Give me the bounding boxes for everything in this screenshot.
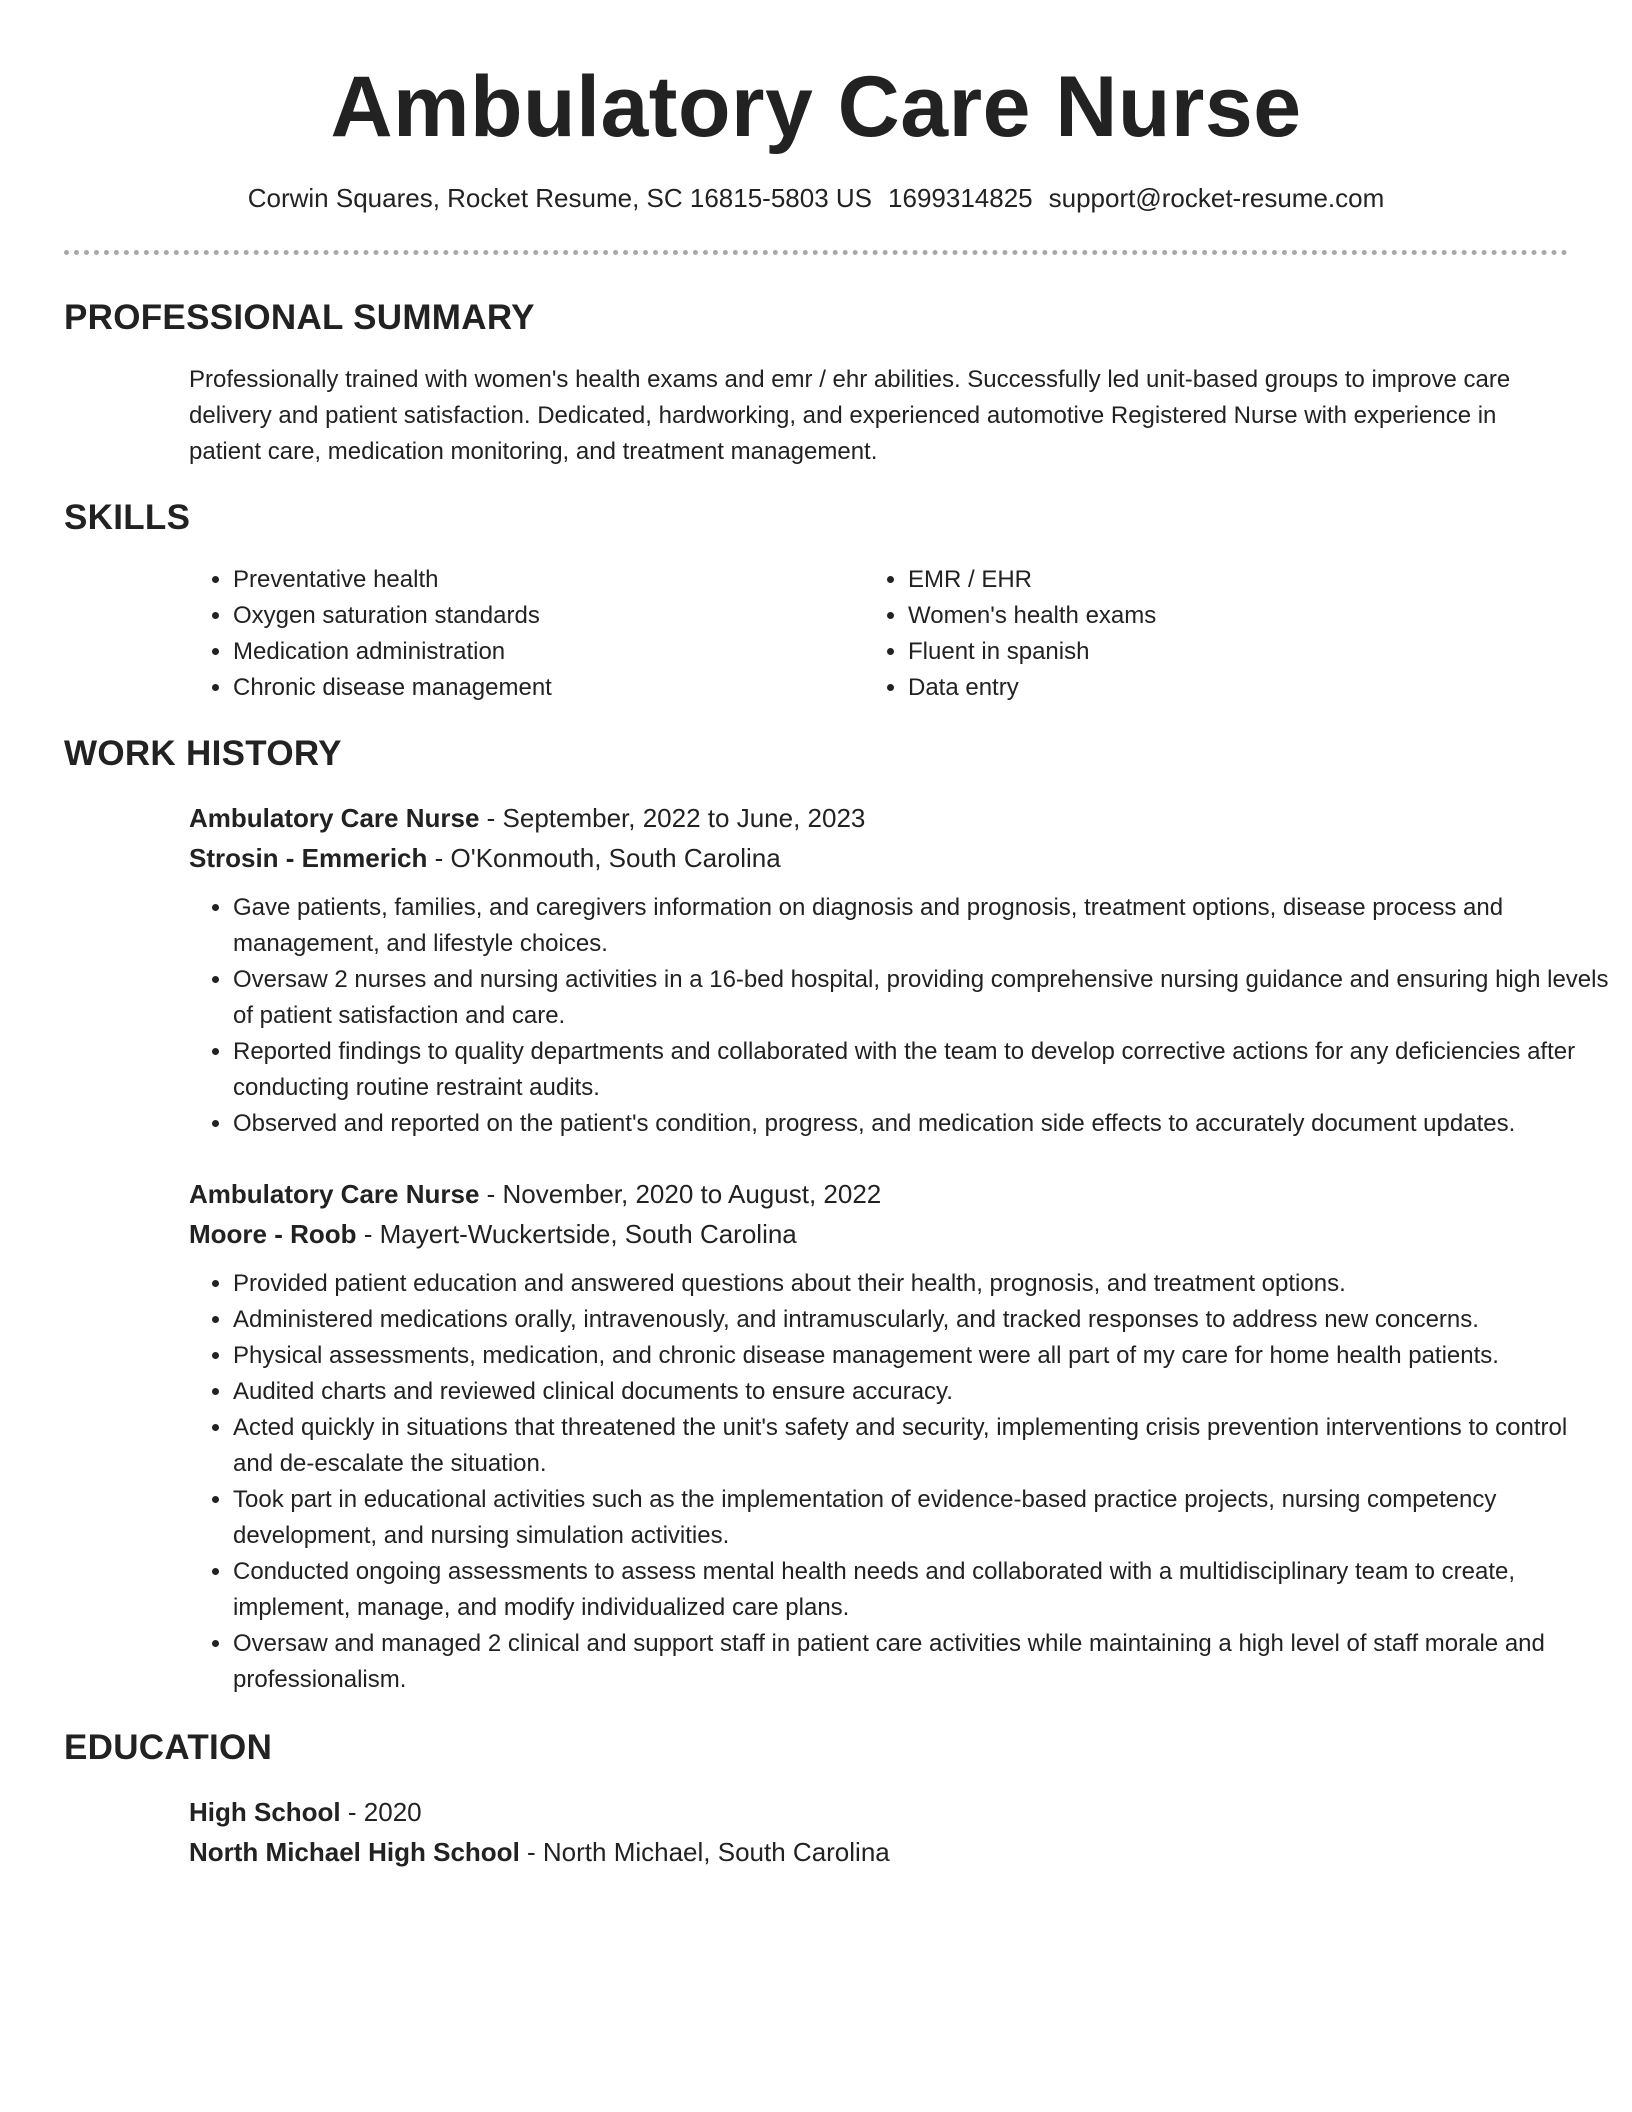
job-bullet: • Audited charts and reviewed clinical documents to ensure accuracy.	[233, 1374, 1613, 1410]
job-company: Strosin - Emmerich	[189, 843, 428, 873]
skill-item: • Data entry	[908, 670, 1548, 706]
candidate-name: Ambulatory Care Nurse	[330, 59, 1302, 155]
skill-item: • Oxygen saturation standards	[233, 598, 873, 634]
job-bullet: • Provided patient education and answered questions about their health, prognosis, and treatment options.	[233, 1266, 1613, 1302]
job-bullet: • Conducted ongoing assessments to assess mental health needs and collaborated with a multidisciplinary team to create, implement, manage, and modify individualized care plans.	[233, 1554, 1613, 1626]
skills-heading: SKILLS	[64, 498, 191, 537]
job-bullet: • Oversaw and managed 2 clinical and support staff in patient care activities while maintaining a high level of staff morale and professionalism.	[233, 1626, 1613, 1698]
summary-text: Professionally trained with women's health exams and emr / ehr abilities. Successfully led unit-based groups to improve care delivery and patient satisfaction. Dedicated, hardworking, and experienced automotive Registered Nurse with experience in patient care, medication monitoring, and treatment management.	[189, 366, 1511, 465]
job-bullet: • Observed and reported on the patient's condition, progress, and medication side effects to accurately document updates.	[233, 1106, 1613, 1142]
contact-address: Corwin Squares, Rocket Resume, SC 16815-5803 US	[247, 183, 873, 213]
work-heading: WORK HISTORY	[64, 734, 342, 773]
summary-heading: PROFESSIONAL SUMMARY	[64, 298, 535, 337]
education-degree: High School	[189, 1797, 341, 1827]
job-bullet: • Reported findings to quality departments and collaborated with the team to develop corrective actions for any deficiencies after conducting routine restraint audits.	[233, 1034, 1613, 1106]
job-bullet: • Oversaw 2 nurses and nursing activities in a 16-bed hospital, providing comprehensive nursing guidance and ensuring high levels of patient satisfaction and care.	[233, 962, 1613, 1034]
job-2-company-line	[189, 1214, 1569, 1254]
job-bullet: • Gave patients, families, and caregivers information on diagnosis and prognosis, treatment options, disease process and management, and lifestyle choices.	[233, 890, 1613, 962]
education-degree-line	[189, 1792, 1569, 1832]
skills-list-left	[189, 562, 873, 706]
education-school-line	[189, 1832, 1569, 1872]
job-role: Ambulatory Care Nurse	[189, 803, 480, 833]
job-dates: - November, 2020 to August, 2022	[479, 1179, 882, 1209]
skill-item: • Medication administration	[233, 634, 873, 670]
job-1-title-line	[189, 798, 1569, 838]
skill-item: • EMR / EHR	[908, 562, 1548, 598]
header-divider	[64, 250, 1568, 255]
job-bullet: • Acted quickly in situations that threatened the unit's safety and security, implementing crisis prevention interventions to control and de-escalate the situation.	[233, 1410, 1613, 1482]
skill-item: • Fluent in spanish	[908, 634, 1548, 670]
job-dates: - September, 2022 to June, 2023	[479, 803, 866, 833]
job-2-bullets	[189, 1266, 1613, 1698]
job-bullet: • Administered medications orally, intravenously, and intramuscularly, and tracked responses to address new concerns.	[233, 1302, 1613, 1338]
education-year: - 2020	[340, 1797, 422, 1827]
job-company: Moore - Roob	[189, 1219, 357, 1249]
contact-phone: 1699314825	[888, 183, 1033, 213]
skill-item: • Women's health exams	[908, 598, 1548, 634]
contact-line	[0, 180, 1632, 216]
skills-list-right	[864, 562, 1548, 706]
job-bullet: • Took part in educational activities such as the implementation of evidence-based practice projects, nursing competency development, and nursing simulation activities.	[233, 1482, 1613, 1554]
job-2-title-line	[189, 1174, 1569, 1214]
education-heading: EDUCATION	[64, 1728, 273, 1767]
education-school: North Michael High School	[189, 1837, 520, 1867]
job-location: - O'Konmouth, South Carolina	[427, 843, 781, 873]
job-location: - Mayert-Wuckertside, South Carolina	[356, 1219, 797, 1249]
education-location: - North Michael, South Carolina	[519, 1837, 890, 1867]
job-1-company-line	[189, 838, 1569, 878]
skill-item: • Chronic disease management	[233, 670, 873, 706]
contact-email[interactable]: support@rocket-resume.com	[1048, 183, 1385, 213]
job-role: Ambulatory Care Nurse	[189, 1179, 480, 1209]
job-bullet: • Physical assessments, medication, and chronic disease management were all part of my care for home health patients.	[233, 1338, 1613, 1374]
skill-item: • Preventative health	[233, 562, 873, 598]
job-1-bullets	[189, 890, 1613, 1142]
